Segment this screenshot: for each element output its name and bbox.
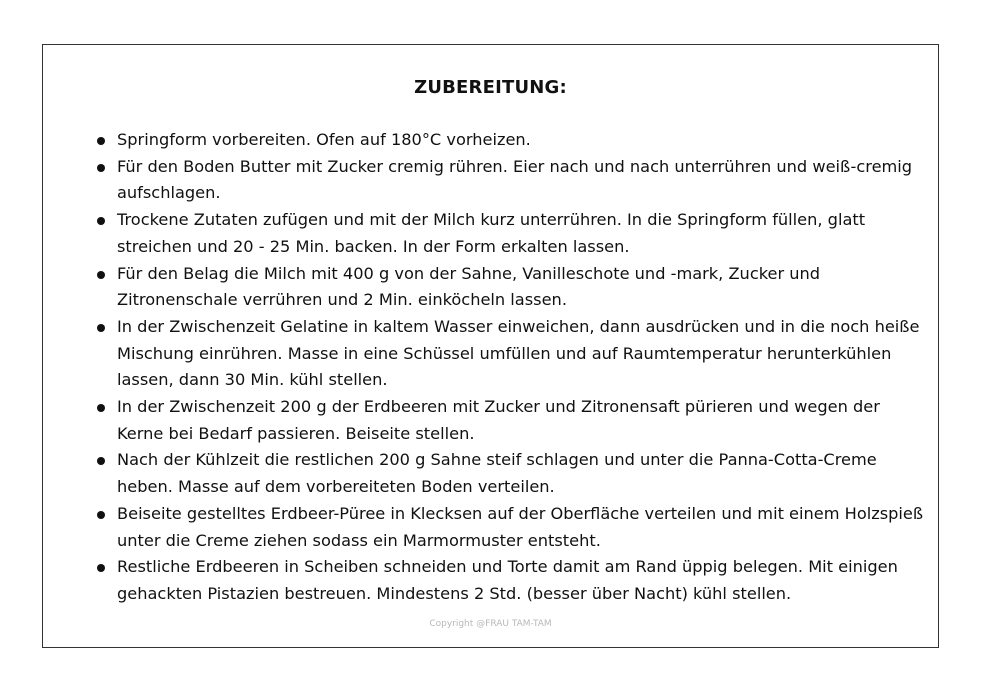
bullet-icon [97, 217, 105, 225]
step-text: Springform vorbereiten. Ofen auf 180°C vorheizen. [117, 130, 531, 149]
instruction-step-7 [97, 447, 927, 500]
instruction-step-2 [97, 154, 927, 207]
instruction-step-3 [97, 207, 927, 260]
step-text: Trockene Zutaten zufügen und mit der Milch kurz unterrühren. In die Springform füllen, glatt streichen und 20 - 25 Min. backen. In der Form erkalten lassen. [117, 210, 866, 256]
step-text: Beiseite gestelltes Erdbeer-Püree in Klecksen auf der Oberfläche verteilen und mit einem Holzspieß unter die Creme ziehen sodass ein Marmormuster entsteht. [117, 503, 924, 550]
instruction-step-4 [97, 261, 927, 314]
bullet-icon [97, 271, 105, 279]
step-text: Nach der Kühlzeit die restlichen 200 g Sahne steif schlagen und unter die Panna-Cotta-Creme heben. Masse auf dem vorbereiteten Boden verteilen. [117, 450, 877, 497]
step-text: Für den Boden Butter mit Zucker cremig rühren. Eier nach und nach unterrühren und weiß-cremig aufschlagen. [117, 156, 913, 203]
bullet-icon [97, 511, 105, 519]
bullet-icon [97, 324, 105, 332]
bullet-icon [97, 404, 105, 412]
step-text: Restliche Erdbeeren in Scheiben schneiden und Torte damit am Rand üppig belegen. Mit einigen gehackten Pistazien bestreuen. Mindestens 2 Std. (besser über Nacht) kühl stellen. [117, 557, 898, 603]
bullet-icon [97, 564, 105, 572]
instruction-step-5 [97, 314, 927, 394]
instruction-step-6 [97, 394, 927, 447]
bullet-icon [97, 164, 105, 172]
instruction-list [97, 127, 927, 608]
instruction-step-1 [97, 127, 927, 154]
step-text: In der Zwischenzeit Gelatine in kaltem Wasser einweichen, dann ausdrücken und in die noch heiße Mischung einrühren. Masse in eine Schüssel umfüllen und auf Raumtemperatur herunterkühlen lassen, dann 30 Min. kühl stellen. [117, 316, 920, 390]
section-title: ZUBEREITUNG: [414, 77, 567, 98]
instruction-step-8 [97, 501, 927, 554]
bullet-icon [97, 137, 105, 145]
bullet-icon [97, 457, 105, 465]
step-text: Für den Belag die Milch mit 400 g von der Sahne, Vanilleschote und -mark, Zucker und Zitronenschale verrühren und 2 Min. einköcheln lassen. [117, 263, 821, 310]
instruction-step-9 [97, 554, 927, 607]
step-text: In der Zwischenzeit 200 g der Erdbeeren mit Zucker und Zitronensaft pürieren und wegen der Kerne bei Bedarf passieren. Beiseite stellen. [117, 397, 880, 443]
recipe-card [42, 44, 939, 648]
copyright-notice: Copyright @FRAU TAM-TAM [429, 619, 552, 629]
